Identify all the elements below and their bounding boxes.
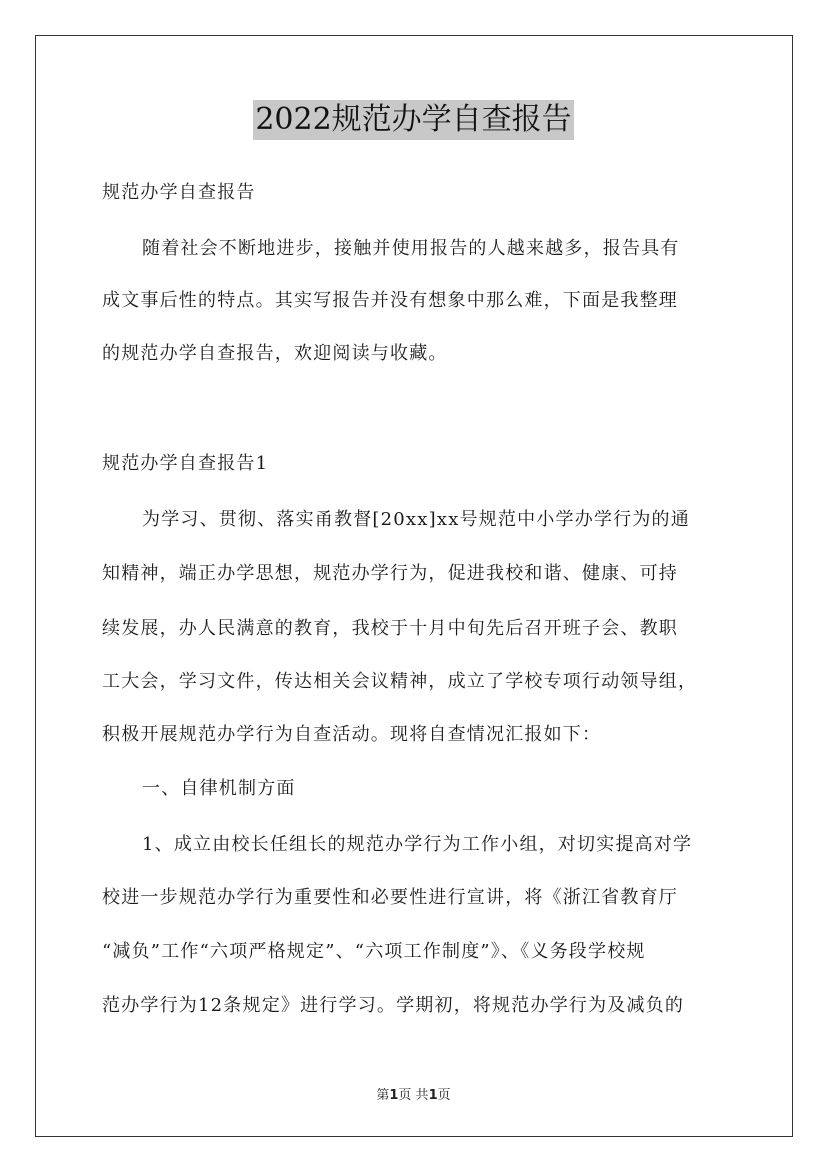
para1-line-5[interactable]: 积极开展规范办学行为自查活动。现将自查情况汇报如下： xyxy=(102,724,602,745)
title-container xyxy=(0,100,827,140)
para1-line-3[interactable]: 续发展，办人民满意的教育，我校于十月中旬先后召开班子会、教职 xyxy=(102,618,678,639)
document-subtitle[interactable]: 规范办学自查报告 xyxy=(102,182,256,203)
para2-line-3[interactable]: “减负”工作“六项严格规定”、“六项工作制度”》、《义务段学校规 xyxy=(102,941,646,962)
section-heading[interactable]: 规范办学自查报告1 xyxy=(102,453,269,474)
footer-page-total: 1 xyxy=(428,1088,438,1103)
para1-line-2[interactable]: 知精神，端正办学思想，规范办学行为，促进我校和谐、健康、可持 xyxy=(102,563,678,584)
footer-page-num: 1 xyxy=(389,1088,399,1103)
document-title[interactable]: 2022规范办学自查报告 xyxy=(253,100,573,140)
footer-mid: 页 共 xyxy=(398,1088,429,1103)
subheading[interactable]: 一、自律机制方面 xyxy=(142,778,296,799)
para2-line-1[interactable]: 1、成立由校长任组长的规范办学行为工作小组，对切实提高对学 xyxy=(142,834,693,855)
footer-suffix: 页 xyxy=(437,1088,451,1103)
page-footer xyxy=(0,1084,827,1103)
footer-prefix: 第 xyxy=(376,1088,390,1103)
intro-line-3[interactable]: 的规范办学自查报告，欢迎阅读与收藏。 xyxy=(102,343,448,364)
intro-line-2[interactable]: 成文事后性的特点。其实写报告并没有想象中那么难，下面是我整理 xyxy=(102,290,678,311)
para1-line-1[interactable]: 为学习、贯彻、落实甬教督[20xx]xx号规范中小学办学行为的通 xyxy=(142,509,690,530)
intro-line-1[interactable]: 随着社会不断地进步，接触并使用报告的人越来越多，报告具有 xyxy=(142,238,680,259)
para2-line-2[interactable]: 校进一步规范办学行为重要性和必要性进行宣讲，将《浙江省教育厅 xyxy=(102,887,678,908)
para2-line-4[interactable]: 范办学行为12条规定》进行学习。学期初，将规范办学行为及减负的 xyxy=(102,995,685,1016)
para1-line-4[interactable]: 工大会，学习文件，传达相关会议精神，成立了学校专项行动领导组， xyxy=(102,671,698,692)
